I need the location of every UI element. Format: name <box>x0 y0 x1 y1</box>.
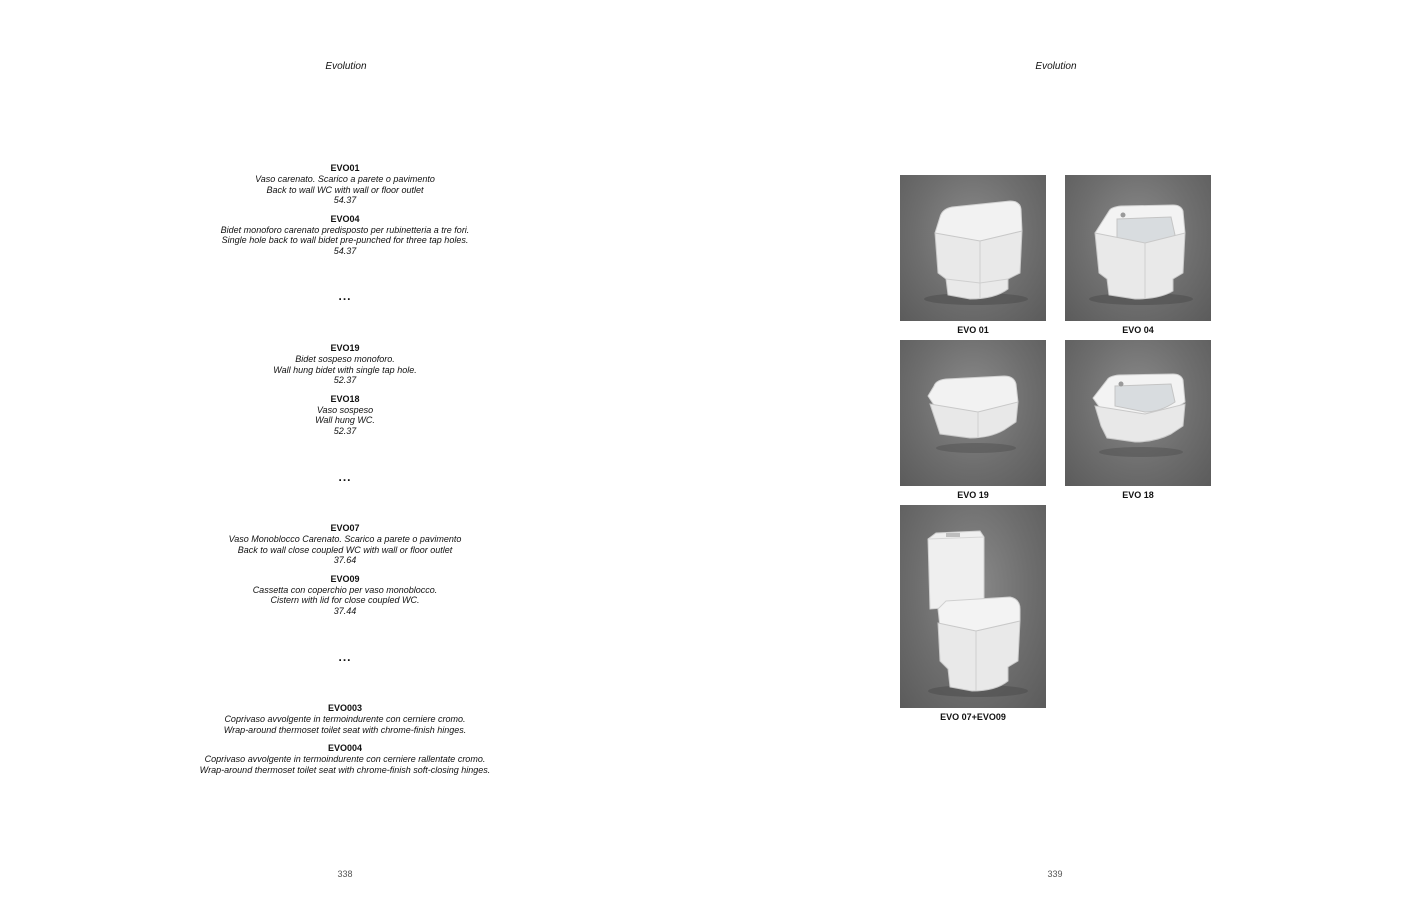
product-price: 52.37 <box>333 375 357 385</box>
running-head: Evolution <box>1035 61 1077 72</box>
running-head: Evolution <box>325 61 367 72</box>
close-coupled-wc-photo <box>900 505 1046 708</box>
description-it: Vaso sospeso <box>316 404 374 415</box>
description-it: Bidet monoforo carenato predisposto per rubinetteria a tre fori. <box>220 224 470 235</box>
description-en: Cistern with lid for close coupled WC. <box>270 595 420 605</box>
product-price: 54.37 <box>333 245 357 256</box>
right-page <box>700 0 1401 903</box>
description-en: Single hole back to wall bidet pre-punched for three tap holes. <box>221 235 469 245</box>
product-group <box>145 523 545 624</box>
product-code: EVO003 <box>327 703 363 713</box>
product-code: EVO04 <box>330 213 360 224</box>
description-en: Wall hung bidet with single tap hole. <box>273 364 417 375</box>
description-en: Wrap-around thermoset toilet seat with chrome-finish hinges. <box>223 724 467 735</box>
description-it: Vaso carenato. Scarico a parete o pavimento <box>255 174 435 184</box>
section-separator: ... <box>338 650 352 664</box>
description-en: Back to wall WC with wall or floor outlet <box>266 184 424 195</box>
product-code: EVO19 <box>330 343 360 353</box>
product-entry <box>145 343 545 386</box>
product-entry <box>145 523 545 566</box>
left-page <box>0 0 700 903</box>
product-price: 37.64 <box>333 555 357 565</box>
page-number: 338 <box>337 869 353 879</box>
section-separator: ... <box>338 289 352 303</box>
product-price: 37.44 <box>333 605 357 616</box>
product-entry <box>145 214 545 257</box>
product-price: 52.37 <box>333 425 357 436</box>
description-it: Coprivaso avvolgente in termoindurente con cerniere cromo. <box>224 714 466 724</box>
product-code: EVO07 <box>330 523 360 533</box>
product-group <box>145 163 545 264</box>
product-code: EVO18 <box>330 393 360 404</box>
product-entry <box>145 394 545 437</box>
product-code: EVO09 <box>330 573 360 584</box>
product-entry <box>145 743 545 775</box>
section-separator: ... <box>338 470 352 484</box>
product-caption: EVO 01 <box>957 325 989 335</box>
product-caption: EVO 04 <box>1122 325 1154 335</box>
page-number: 339 <box>1047 869 1063 879</box>
description-it: Bidet sospeso monoforo. <box>295 354 395 364</box>
product-caption: EVO 18 <box>1122 490 1154 500</box>
product-code: EVO01 <box>330 163 360 173</box>
wall-hung-bidet-photo <box>1065 340 1211 486</box>
product-caption: EVO 07+EVO09 <box>940 712 1006 722</box>
wall-hung-wc-photo <box>900 340 1046 486</box>
description-en: Back to wall close coupled WC with wall or floor outlet <box>237 544 453 555</box>
back-to-wall-wc-photo <box>900 175 1046 321</box>
description-en: Wrap-around thermoset toilet seat with chrome-finish soft-closing hinges. <box>199 764 491 775</box>
product-code: EVO004 <box>327 743 363 753</box>
description-it: Coprivaso avvolgente in termoindurente con cerniere rallentate cromo. <box>204 754 486 764</box>
description-it: Cassetta con coperchio per vaso monoblocco. <box>252 584 438 595</box>
description-en: Wall hung WC. <box>315 415 375 425</box>
product-entry <box>145 163 545 206</box>
description-it: Vaso Monoblocco Carenato. Scarico a parete o pavimento <box>228 534 462 544</box>
product-entry <box>145 703 545 735</box>
product-caption: EVO 19 <box>957 490 989 500</box>
product-group <box>145 343 545 444</box>
product-group <box>145 703 545 783</box>
product-entry <box>145 574 545 617</box>
product-price: 54.37 <box>333 195 357 205</box>
back-to-wall-bidet-photo <box>1065 175 1211 321</box>
